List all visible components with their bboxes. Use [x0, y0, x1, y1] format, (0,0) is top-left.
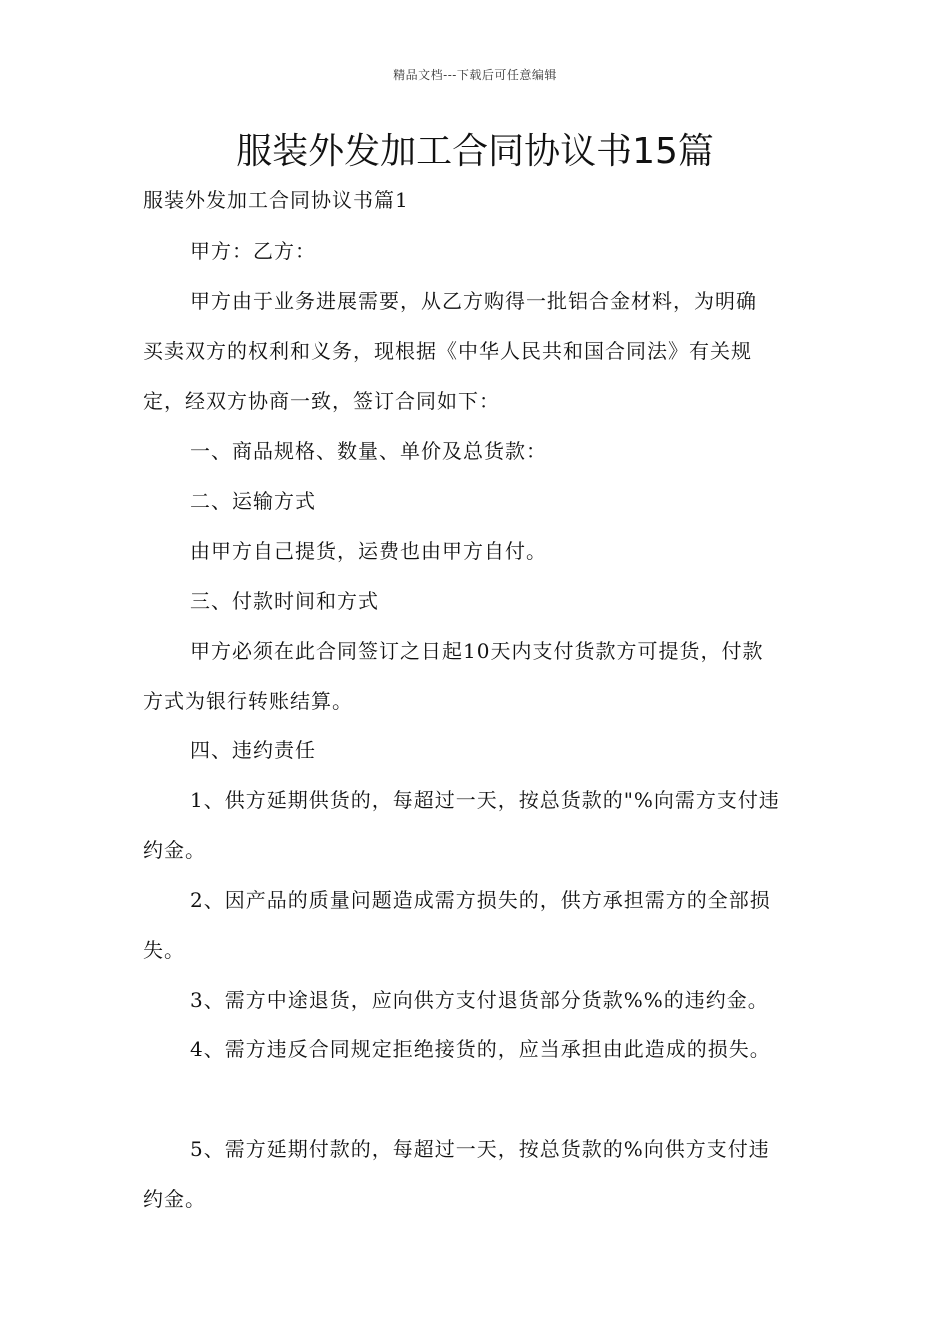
intro-line-2: 买卖双方的权利和义务，现根据《中华人民共和国合同法》有关规 [143, 339, 752, 363]
clause-3-body-line-2: 方式为银行转账结算。 [143, 689, 353, 713]
intro-line-3: 定，经双方协商一致，签订合同如下： [143, 389, 500, 413]
clause-2-heading: 二、运输方式 [190, 489, 316, 513]
item-1-line-1: 1、供方延期供货的，每超过一天，按总货款的"%向需方支付违 [190, 788, 780, 812]
item-2-line-2: 失。 [143, 938, 185, 962]
item-1-line-2: 约金。 [143, 838, 206, 862]
item-5-line-1: 5、需方延期付款的，每超过一天，按总货款的%向供方支付违 [190, 1137, 770, 1161]
document-title: 服装外发加工合同协议书15篇 [236, 131, 714, 172]
clause-3-body-line-1: 甲方必须在此合同签订之日起10天内支付货款方可提货，付款 [190, 639, 764, 663]
intro-line-1: 甲方由于业务进展需要，从乙方购得一批铝合金材料，为明确 [190, 289, 757, 313]
clause-1-heading: 一、商品规格、数量、单价及总货款： [190, 439, 547, 463]
clause-3-heading: 三、付款时间和方式 [190, 589, 379, 613]
item-4: 4、需方违反合同规定拒绝接货的，应当承担由此造成的损失。 [190, 1037, 771, 1061]
item-2-line-1: 2、因产品的质量问题造成需方损失的，供方承担需方的全部损 [190, 888, 771, 912]
item-3: 3、需方中途退货，应向供方支付退货部分货款%%的违约金。 [190, 988, 769, 1012]
section-heading: 服装外发加工合同协议书篇1 [143, 188, 409, 212]
item-5-line-2: 约金。 [143, 1187, 206, 1211]
parties-line: 甲方：乙方： [190, 239, 316, 263]
clause-2-body: 由甲方自己提货，运费也由甲方自付。 [190, 539, 547, 563]
header-note: 精品文档---下载后可任意编辑 [393, 68, 557, 82]
clause-4-heading: 四、违约责任 [190, 738, 316, 762]
